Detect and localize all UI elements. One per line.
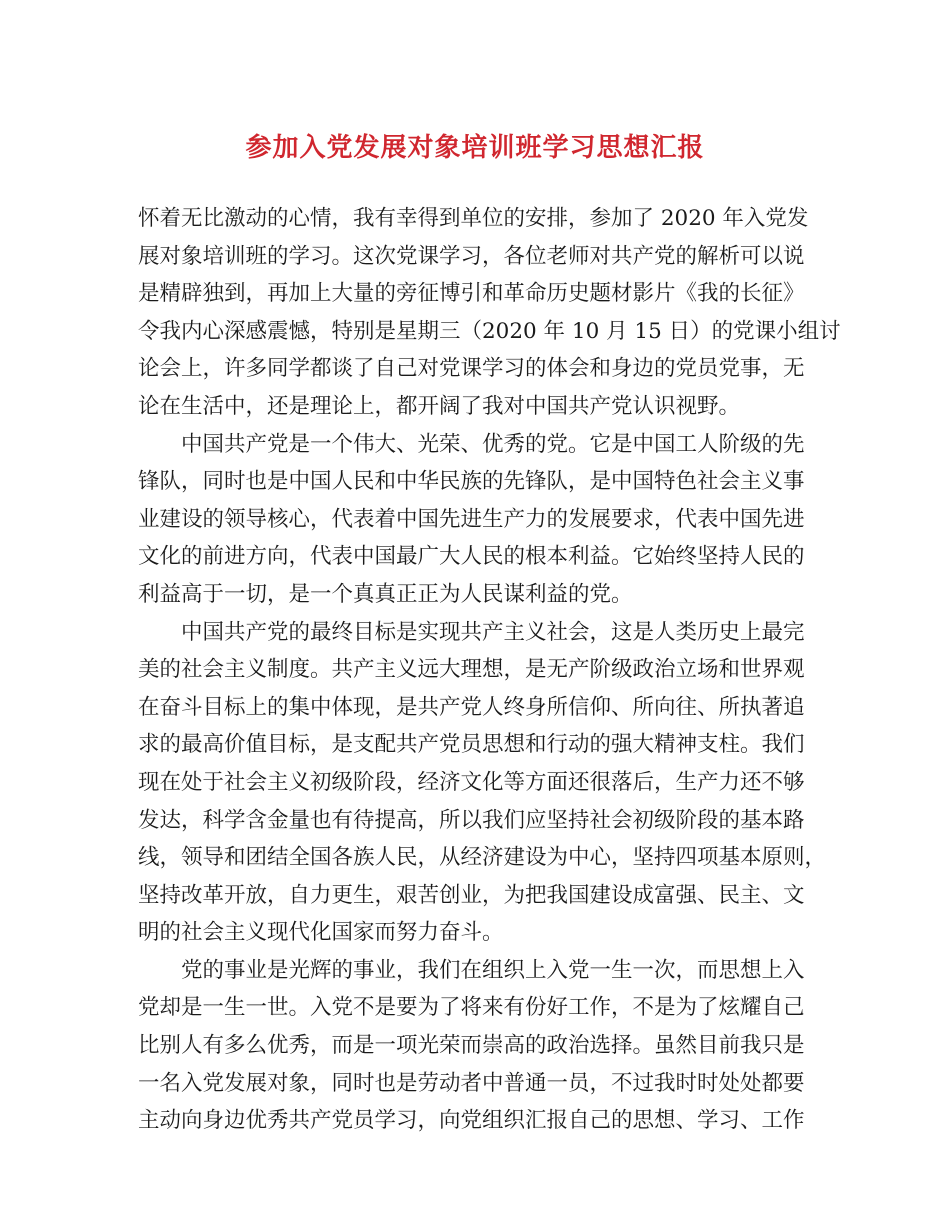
text-line: 怀着无比激动的心情，我有幸得到单位的安排，参加了 2020 年入党发 [138, 206, 809, 231]
text-line: 一名入党发展对象，同时也是劳动者中普通一员，不过我时时处处都要 [138, 1070, 805, 1096]
text-line: 党却是一生一世。入党不是要为了将来有份好工作，不是为了炫耀自己 [138, 995, 805, 1021]
text-line: 发达，科学含金量也有待提高，所以我们应坚持社会初级阶段的基本路 [138, 807, 805, 833]
text-line: 坚持改革开放，自力更生，艰苦创业，为把我国建设成富强、民主、文 [138, 882, 805, 908]
text-line: 论会上，许多同学都谈了自己对党课学习的体会和身边的党员党事，无 [138, 356, 805, 382]
text-line: 在奋斗目标上的集中体现，是共产党人终身所信仰、所向往、所执著追 [138, 694, 805, 720]
text-line: 美的社会主义制度。共产主义远大理想，是无产阶级政治立场和世界观 [138, 657, 805, 683]
text-line: 现在处于社会主义初级阶段，经济文化等方面还很落后，生产力还不够 [138, 769, 805, 795]
text-line: 求的最高价值目标，是支配共产党员思想和行动的强大精神支柱。我们 [138, 732, 805, 758]
paragraph-3 [138, 614, 838, 952]
text-line: 业建设的领导核心，代表着中国先进生产力的发展要求，代表中国先进 [138, 506, 805, 532]
document-title: 参加入党发展对象培训班学习思想汇报 [245, 133, 705, 163]
text-line: 党的事业是光辉的事业，我们在组织上入党一生一次，而思想上入 [181, 957, 805, 983]
text-line: 明的社会主义现代化国家而努力奋斗。 [138, 920, 504, 946]
text-line: 比别人有多么优秀，而是一项光荣而崇高的政治选择。虽然目前我只是 [138, 1033, 805, 1059]
text-line: 文化的前进方向，代表中国最广大人民的根本利益。它始终坚持人民的 [138, 544, 805, 570]
text-line: 中国共产党是一个伟大、光荣、优秀的党。它是中国工人阶级的先 [181, 431, 805, 457]
text-line: 令我内心深感震憾，特别是星期三（2020 年 10 月 15 日）的党课小组讨 [138, 318, 841, 344]
text-line: 展对象培训班的学习。这次党课学习，各位老师对共产党的解析可以说 [138, 243, 805, 269]
text-line: 是精辟独到，再加上大量的旁征博引和革命历史题材影片《我的长征》 [138, 281, 805, 307]
text-line: 主动向身边优秀共产党员学习，向党组织汇报自己的思想、学习、工作 [138, 1108, 805, 1134]
paragraph-4 [138, 952, 838, 1140]
text-line: 锋队，同时也是中国人民和中华民族的先锋队，是中国特色社会主义事 [138, 469, 805, 495]
text-line: 线，领导和团结全国各族人民，从经济建设为中心，坚持四项基本原则， [138, 845, 827, 871]
paragraph-2 [138, 426, 838, 614]
text-line: 利益高于一切，是一个真真正正为人民谋利益的党。 [138, 581, 633, 607]
text-line: 中国共产党的最终目标是实现共产主义社会，这是人类历史上最完 [181, 619, 805, 645]
text-line: 论在生活中，还是理论上，都开阔了我对中国共产党认识视野。 [138, 393, 741, 419]
paragraph-1 [138, 200, 841, 426]
document-body [138, 200, 841, 1140]
